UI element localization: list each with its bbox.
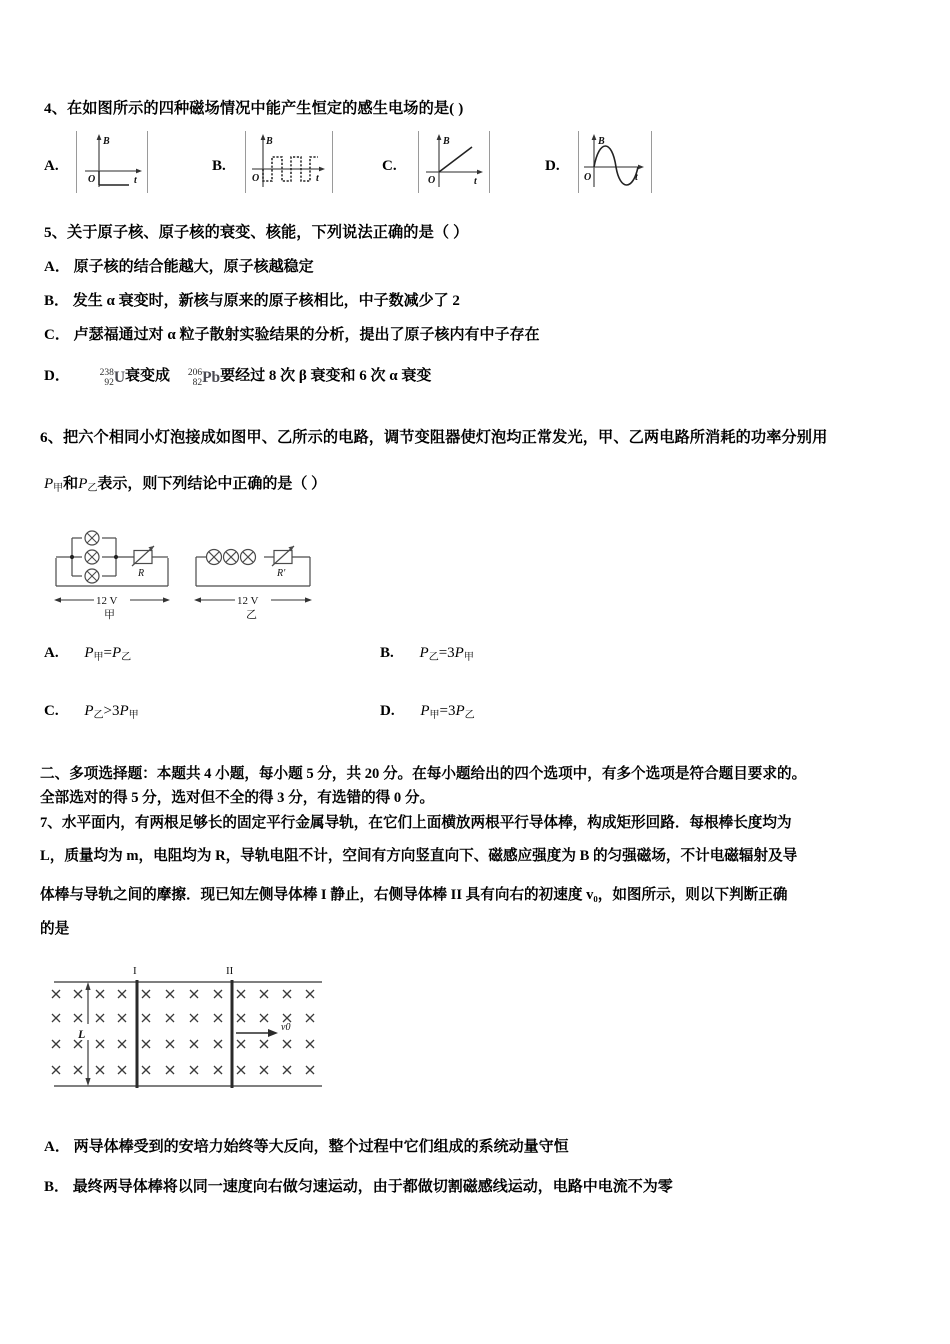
- q5-option-d-mid: 衰变成: [125, 368, 171, 384]
- q6-option-d-rel: =: [439, 703, 448, 719]
- q7-option-b-text: 最终两导体棒将以同一速度向右做匀速运动，由于都做切割磁感线运动，电路中电流不为零: [72, 1179, 673, 1195]
- svg-text:t: t: [316, 173, 319, 184]
- q7-option-b: [44, 1175, 673, 1196]
- nuclide-lead-mass: 206: [187, 367, 203, 378]
- question-7-stem-line3: 体棒与导轨之间的摩擦．现已知左侧导体棒 I 静止，右侧导体棒 II 具有向右的初速度 v₀，如图所示，则以下判断正确: [40, 887, 788, 903]
- q6-symbol-p-yi-sub: 乙: [87, 482, 98, 494]
- nuclide-lead-symbol: Pb: [202, 369, 221, 386]
- q6-option-b: [380, 645, 474, 663]
- q4-option-d-label: D.: [545, 158, 560, 174]
- q6-option-c-label: C.: [44, 703, 59, 719]
- q6-circuit-figure: [48, 528, 318, 625]
- q6-option-c-rel: >: [103, 703, 112, 719]
- q6-option-a-lhs: P: [84, 645, 94, 661]
- q6-option-a-rel: =: [103, 645, 112, 661]
- q6-option-b-label: B.: [380, 645, 394, 661]
- q6-option-d-lhs: P: [420, 703, 430, 719]
- q4-option-a-label: A.: [44, 158, 59, 174]
- q6-option-a: [44, 645, 131, 663]
- q6-option-c-coef: 3: [111, 703, 120, 719]
- nuclide-uranium-mass: 238: [99, 367, 114, 378]
- q6-option-d-coef: 3: [447, 703, 456, 719]
- q4-graph-c: [418, 131, 490, 193]
- section-2-heading-line1: 二、多项选择题：本题共 4 小题，每小题 5 分，共 20 分。在每小题给出的四个选项中，有多个选项是符合题目要求的。: [40, 766, 807, 782]
- q5-option-c: [44, 323, 539, 344]
- q7-option-a-label: A．: [44, 1139, 70, 1155]
- q6-option-b-rhs: P: [454, 645, 464, 661]
- svg-text:B: B: [443, 136, 450, 147]
- svg-text:O: O: [428, 175, 436, 186]
- q6-right-bulbs: [207, 550, 256, 565]
- question-6-stem-line2: [44, 472, 326, 494]
- q6-option-a-rhs: P: [111, 645, 122, 661]
- q4-graph-d: [578, 131, 652, 193]
- q6-option-a-rhs-sub: 乙: [121, 651, 132, 663]
- q5-option-a-label: A．: [44, 259, 70, 275]
- q6-left-voltage-label: 12 V: [96, 595, 118, 607]
- nuclide-lead-numbers: [188, 369, 202, 388]
- q6-left-resistor-label: R: [138, 568, 145, 579]
- svg-text:t: t: [474, 176, 477, 187]
- q6-option-c-rhs-sub: 甲: [128, 709, 139, 721]
- q5-option-d-tail: 要经过 8 次 β 衰变和 6 次 α 衰变: [220, 368, 432, 384]
- q7-option-a-text: 两导体棒受到的安培力始终等大反向，整个过程中它们组成的系统动量守恒: [73, 1139, 569, 1155]
- nuclide-uranium-numbers: [100, 369, 114, 388]
- q6-symbol-p-yi: P: [78, 476, 88, 492]
- q4-option-c-label: C.: [382, 158, 397, 174]
- q7-velocity-label: v0: [281, 1022, 291, 1033]
- q6-option-d-lhs-sub: 甲: [429, 709, 440, 721]
- q6-option-b-lhs: P: [419, 645, 429, 661]
- svg-text:B: B: [598, 136, 605, 147]
- question-4-stem: 4、在如图所示的四种磁场情况中能产生恒定的感生电场的是( ): [44, 100, 464, 117]
- q6-stem-mid: 和: [63, 476, 79, 492]
- nuclide-uranium-238: [100, 369, 125, 388]
- q4-graph-b: [245, 131, 333, 193]
- q5-option-a-text: 原子核的结合能越大，原子核越稳定: [73, 259, 314, 275]
- q6-symbol-p-jia: P: [44, 476, 54, 492]
- q6-option-c-lhs: P: [84, 703, 94, 719]
- q6-stem-tail: 表示，则下列结论中正确的是（ ）: [97, 476, 327, 492]
- q6-option-d-rhs: P: [455, 703, 465, 719]
- question-7-stem-line2: L，质量均为 m，电阻均为 R，导轨电阻不计，空间有方向竖直向下、磁感应强度为 B 的匀强磁场，不计电磁辐射及导: [40, 848, 798, 864]
- q4-graph-a: [76, 131, 148, 193]
- q5-option-b-text: 发生 α 衰变时，新核与原来的原子核相比，中子数减少了 2: [72, 293, 460, 309]
- svg-text:B: B: [266, 136, 273, 147]
- svg-text:t: t: [635, 172, 638, 183]
- q6-option-b-rel: =: [438, 645, 448, 661]
- nuclide-uranium-symbol: U: [113, 369, 126, 386]
- q6-symbol-p-jia-sub: 甲: [53, 482, 64, 494]
- q6-left-circuit-name: 甲: [104, 609, 115, 620]
- section-2-heading-line2: 全部选对的得 5 分，选对但不全的得 3 分，有选错的得 0 分。: [40, 790, 435, 806]
- q6-option-d: [380, 703, 475, 721]
- svg-text:t: t: [134, 175, 137, 186]
- q7-option-b-label: B．: [44, 1179, 70, 1195]
- q5-option-a: [44, 255, 314, 276]
- q7-bar-2-label: II: [226, 965, 234, 977]
- q6-option-d-label: D.: [380, 703, 395, 719]
- q6-option-d-rhs-sub: 乙: [464, 709, 475, 721]
- q6-right-voltage-label: 12 V: [237, 595, 259, 607]
- q6-option-a-lhs-sub: 甲: [93, 651, 104, 663]
- q6-right-circuit-name: 乙: [246, 609, 257, 620]
- q6-option-b-lhs-sub: 乙: [428, 651, 439, 663]
- svg-text:O: O: [88, 174, 96, 185]
- question-5-stem: 5、关于原子核、原子核的衰变、核能，下列说法正确的是（ ）: [44, 224, 469, 241]
- q5-option-c-text: 卢瑟福通过对 α 粒子散射实验结果的分析，提出了原子核内有中子存在: [73, 327, 540, 343]
- question-7-stem-line1: 7、水平面内，有两根足够长的固定平行金属导轨，在它们上面横放两根平行导体棒，构成矩形回路．每根棒长度均为: [40, 815, 792, 831]
- q7-bar-1-label: I: [133, 965, 137, 977]
- svg-text:O: O: [584, 172, 592, 183]
- q6-right-resistor-label: R': [277, 568, 286, 579]
- q6-option-b-coef: 3: [447, 645, 455, 661]
- q4-option-b-label: B.: [212, 158, 226, 174]
- q5-option-b-label: B．: [44, 293, 70, 309]
- q6-left-bulbs: [85, 531, 99, 583]
- nuclide-uranium-atomic: 92: [104, 377, 114, 388]
- q5-option-c-label: C．: [44, 327, 70, 343]
- svg-text:B: B: [103, 136, 110, 147]
- q6-option-c-rhs: P: [119, 703, 129, 719]
- q7-length-label: L: [78, 1027, 86, 1041]
- svg-text:O: O: [252, 173, 260, 184]
- q6-option-a-label: A.: [44, 645, 59, 661]
- q5-option-b: [44, 289, 460, 310]
- nuclide-lead-206: [188, 369, 220, 388]
- q6-option-b-rhs-sub: 甲: [463, 651, 474, 663]
- q5-option-d: [44, 364, 431, 388]
- q7-option-a: [44, 1135, 569, 1156]
- question-7-stem-line4: 的是: [40, 921, 70, 937]
- question-6-stem-line1: 6、把六个相同小灯泡接成如图甲、乙所示的电路，调节变阻器使灯泡均正常发光，甲、乙两电路所消耗的功率分别用: [40, 429, 828, 446]
- nuclide-lead-atomic: 82: [192, 377, 203, 388]
- q6-option-c: [44, 703, 139, 721]
- q7-field-figure: [44, 958, 384, 1123]
- q6-option-c-lhs-sub: 乙: [93, 709, 104, 721]
- q5-option-d-label: D．: [44, 368, 70, 384]
